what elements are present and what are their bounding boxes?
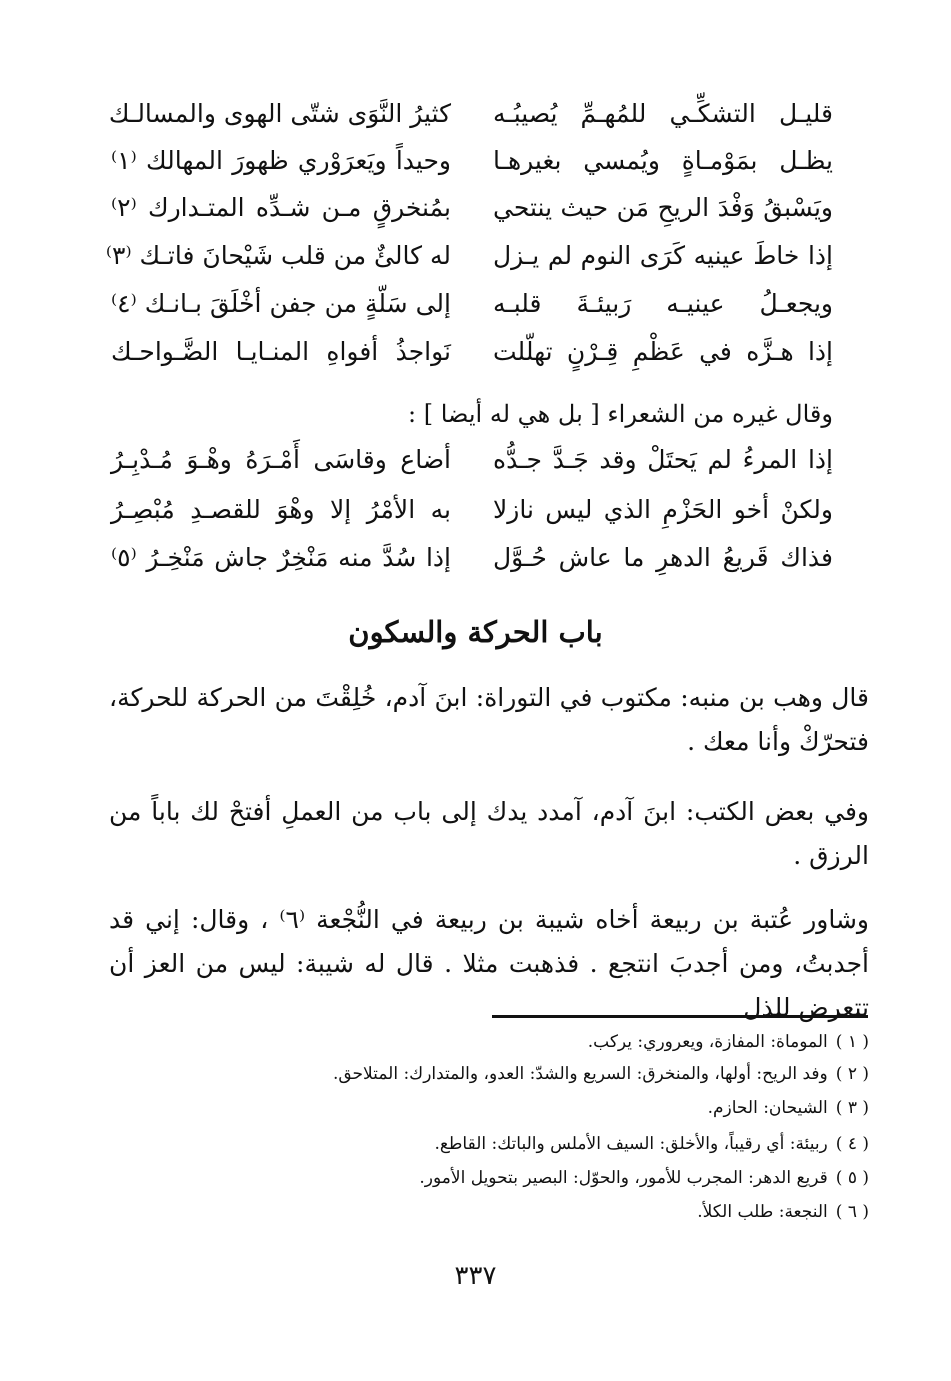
- verse-second-hemistich: إذا سُدَّ منه مَنْخِرٌ جاش مَنْخِـرُ ⁽٥⁾: [111, 543, 451, 572]
- footnote: [69, 1164, 869, 1192]
- verse-first-hemistich: ويَسْبقُ وَفْدَ الريحِ مَن حيث ينتحي: [493, 193, 833, 222]
- poem-verse: [0, 328, 951, 376]
- poem-verse: [0, 436, 951, 484]
- footnote-number: ( ٤ ): [835, 1134, 869, 1154]
- poem-verse: [0, 486, 951, 534]
- paragraph: وفي بعض الكتب: ابنَ آدم، آمدد يدك إلى باب من العملِ أفتحْ لك باباً من الرزق .: [109, 797, 869, 870]
- footnote-number: ( ٦ ): [835, 1202, 869, 1222]
- footnote: [69, 1130, 869, 1158]
- poem-verse: [0, 137, 951, 185]
- verse-second-hemistich: به الأمْرُ إلا وهْوَ للقصـدِ مُبْصِـرُ: [111, 495, 451, 524]
- footnote-number: ( ٥ ): [835, 1168, 869, 1188]
- poem-verse: [0, 184, 951, 232]
- verse-second-hemistich: له كالئٌ من قلب شَيْحانَ فاتـك ⁽٣⁾: [105, 241, 451, 270]
- verse-first-hemistich: إذا المرءُ لم يَحتَلْ وقد جَـدَّ جـدُّه: [493, 445, 833, 474]
- verse-first-hemistich: يظـل بمَوْمـاةٍ ويُمسي بغيرهـا: [493, 146, 833, 175]
- poem-verse: [0, 232, 951, 280]
- poem-intro: وقال غيره من الشعراء [ بل هي له أيضا ] :: [408, 400, 833, 428]
- footnote-text: الموماة: المفازة، ويعروري: يركب.: [587, 1032, 828, 1052]
- footnote: [69, 1198, 869, 1226]
- verse-first-hemistich: فذاك قَريعُ الدهرِ ما عاش حُـوَّل: [493, 543, 833, 572]
- footnote: [69, 1028, 869, 1056]
- poem-verse: [0, 280, 951, 328]
- footnote: [69, 1094, 869, 1122]
- footnote: [69, 1060, 869, 1088]
- poem-verse: [0, 90, 951, 138]
- footnote-text: النجعة: طلب الكلأ.: [697, 1202, 828, 1222]
- footnote-separator: [492, 1015, 868, 1018]
- verse-second-hemistich: نَواجذُ أفواهِ المنـايـا الضَّـواحـك: [111, 337, 451, 366]
- verse-second-hemistich: كثيرُ النَّوَى شتّى الهوى والمسالـك: [108, 99, 451, 128]
- footnote-text: ربيئة: أي رقيباً، والأخلق: السيف الأملس والباتك: القاطع.: [434, 1134, 828, 1154]
- paragraph: قال وهب بن منبه: مكتوب في التوراة: ابنَ آدم، خُلِقْتَ من الحركة للحركة، فتحرّكْ وأنا معك .: [109, 683, 869, 756]
- verse-first-hemistich: إذا هـزَّه في عَظْمِ قِـرْنٍ تهلّلت: [493, 337, 833, 366]
- verse-first-hemistich: إذا خاطَ عينيه كَرَى النوم لم يـزل: [493, 241, 833, 270]
- footnote-number: ( ١ ): [835, 1032, 869, 1052]
- footnote-text: الشيحان: الحازم.: [707, 1098, 828, 1118]
- paragraph: وشاور عُتبة بن ربيعة أخاه شيبة بن ربيعة في النُّجْعة ⁽٦⁾ ، وقال: إني قد أجدبتُ، ومن أجدبَ انتجع . فذهبت مثلا . قال له شيبة: ليس من العز أن تتعرض للذل: [109, 905, 869, 1022]
- verse-first-hemistich: ولكنْ أخو الحَزْمِ الذي ليس نازلا: [493, 495, 833, 524]
- verse-second-hemistich: بمُنخرقٍ مـن شـدِّه المتـدارك ⁽٢⁾: [111, 193, 451, 222]
- verse-first-hemistich: ويجعـلُ عينيـه رَبيئـةَ قلبـه: [493, 289, 833, 318]
- section-heading: باب الحركة والسكون: [348, 615, 603, 649]
- footnote-text: وفد الريح: أولها، والمنخرق: السريع والشدّ: العدو، والمتدارك: المتلاحق.: [332, 1064, 828, 1084]
- page-number: ٣٣٧: [454, 1261, 497, 1291]
- poem-verse: [0, 534, 951, 582]
- verse-second-hemistich: إلى سَلّةٍ من جفن أخْلَقَ بـانـك ⁽٤⁾: [111, 289, 451, 318]
- footnote-number: ( ٢ ): [835, 1064, 869, 1084]
- footnote-text: قريع الدهر: المجرب للأمور، والحوّل: البصير بتحويل الأمور.: [419, 1168, 828, 1188]
- verse-second-hemistich: وحيداً ويَعرَوْري ظهورَ المهالك ⁽١⁾: [111, 146, 451, 175]
- verse-second-hemistich: أضاع وقاسَى أَمْـرَهُ وهْـوَ مُـدْبِـرُ: [111, 445, 451, 474]
- verse-first-hemistich: قليـل التشكِّـي للمُهـمِّ يُصيبُـه: [493, 99, 833, 128]
- footnote-number: ( ٣ ): [835, 1098, 869, 1118]
